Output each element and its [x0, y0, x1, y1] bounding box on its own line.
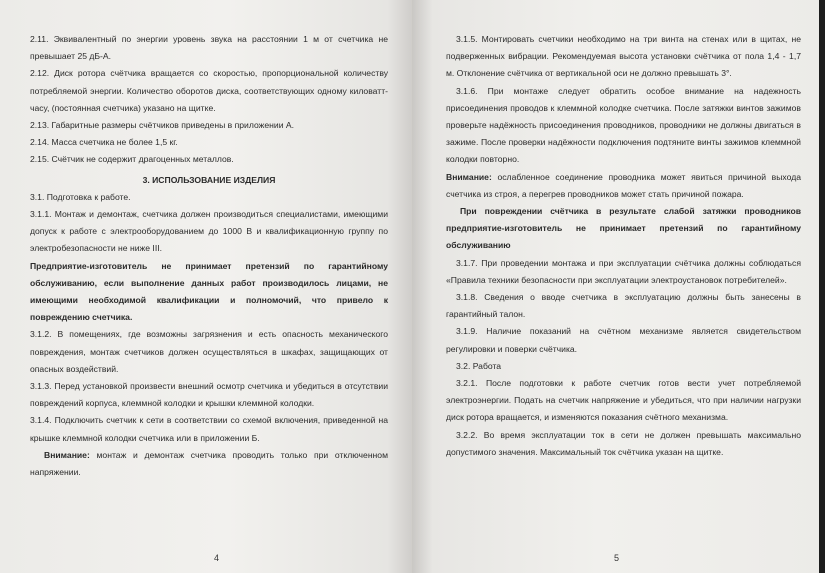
- paragraph-3-1-2: 3.1.2. В помещениях, где возможны загрязнения и есть опасность механического повреждения, монтаж счетчиков должен осуществляться в шкафах, защищающих от опасных воздействий.: [30, 329, 388, 374]
- paragraph-3-1-3: 3.1.3. Перед установкой произвести внешний осмотр счетчика и убедиться в отсутствии повреждений корпуса, клеммной колодки и крышки клеммной колодки.: [30, 381, 388, 409]
- paragraph-3-1-1: 3.1.1. Монтаж и демонтаж, счетчика должен производиться специалистами, имеющими допуск к работе с электрооборудованием до 1000 В и квалификационную группу по электробезопасности не ниже III.: [30, 209, 388, 254]
- scan-edge: [819, 0, 825, 573]
- left-page: [0, 0, 412, 573]
- damage-note: При повреждении счётчика в результате слабой затяжки проводников предприятие-изготовитель не принимает претензий по гарантийному обслуживанию: [446, 206, 801, 251]
- paragraph-2-15: 2.15. Счётчик не содержит драгоценных металлов.: [30, 154, 234, 165]
- paragraph-3-1-8: 3.1.8. Сведения о вводе счетчика в эксплуатацию должны быть занесены в гарантийный талон.: [446, 292, 801, 320]
- page-number: 5: [614, 552, 620, 563]
- paragraph-2-12: 2.12. Диск ротора счётчика вращается со скоростью, пропорциональной количеству потребляемой энергии. Количество оборотов диска, соответствующих одному киловатт-часу, (постоянная счетчика) указано на щитке.: [30, 68, 388, 113]
- paragraph-3-2-2: 3.2.2. Во время эксплуатации ток в сети не должен превышать максимально допустимого значения. Максимальный ток счётчика указан на щитке.: [446, 429, 801, 457]
- warranty-note: Предприятие-изготовитель не принимает претензий по гарантийному обслуживанию, если выполнение данных работ производилось лицами, не имеющими необходимой квалификации и полномочий, что привело к повреждению счетчика.: [30, 260, 388, 323]
- page-number: 4: [214, 552, 220, 563]
- paragraph-3-1-6: 3.1.6. При монтаже следует обратить особое внимание на надежность присоединения проводов к клеммной колодке счетчика. После затяжки винтов зажимов проверьте надёжность присоединения проводников, проводники не должны двигаться в зажиме. После проверки надёжности подключения подтяните винты зажимов клеммной колодки повторно.: [446, 85, 801, 165]
- paragraph-3-2-1: 3.2.1. После подготовки к работе счетчик готов вести учет потребляемой электроэнергии. Подать на счетчик напряжение и убедиться, что при наличии нагрузки диск ротора вращается, и изменяются показания счётного механизма.: [446, 378, 801, 423]
- paragraph-3-1-5: 3.1.5. Монтировать счетчики необходимо на три винта на стенах или в щитах, не подверженных вибрации. Рекомендуемая высота установки счётчика от пола 1,4 - 1,7 м. Отклонение счётчика от вертикальной оси не должно превышать 3°.: [446, 34, 801, 79]
- paragraph-3-1-4: 3.1.4. Подключить счетчик к сети в соответствии со схемой включения, приведенной на крышке клеммной колодки счетчика или в приложении Б.: [30, 415, 388, 443]
- attention-text: монтаж и демонтаж счетчика проводить только при отключенном напряжении.: [30, 449, 388, 478]
- paragraph-2-14: 2.14. Масса счетчика не более 1,5 кг.: [30, 137, 178, 148]
- right-page: [412, 0, 825, 573]
- section-title: 3. ИСПОЛЬЗОВАНИЕ ИЗДЕЛИЯ: [142, 174, 276, 185]
- attention-note: [446, 169, 801, 203]
- paragraph-3-1-9: 3.1.9. Наличие показаний на счётном механизме является свидетельством регулировки и поверки счётчика.: [446, 326, 801, 354]
- paragraph-3-2: 3.2. Работа: [456, 360, 502, 371]
- paragraph-3-1: 3.1. Подготовка к работе.: [30, 191, 131, 202]
- attention-label: Внимание:: [446, 171, 492, 182]
- paragraph-3-1-7: 3.1.7. При проведении монтажа и при эксплуатации счётчика должны соблюдаться «Правила техники безопасности при эксплуатации электроустановок потребителей».: [446, 257, 801, 285]
- attention-note: [30, 447, 388, 481]
- paragraph-2-13: 2.13. Габаритные размеры счётчиков приведены в приложении А.: [30, 120, 295, 131]
- paragraph-2-11: 2.11. Эквивалентный по энергии уровень звука на расстоянии 1 м от счетчика не превышает 25 дБ-А.: [30, 34, 388, 62]
- attention-label: Внимание:: [44, 449, 90, 460]
- attention-text: ослабленное соединение проводника может явиться причиной выхода счетчика из строя, а перегрев проводников может стать причиной пожара.: [446, 171, 801, 199]
